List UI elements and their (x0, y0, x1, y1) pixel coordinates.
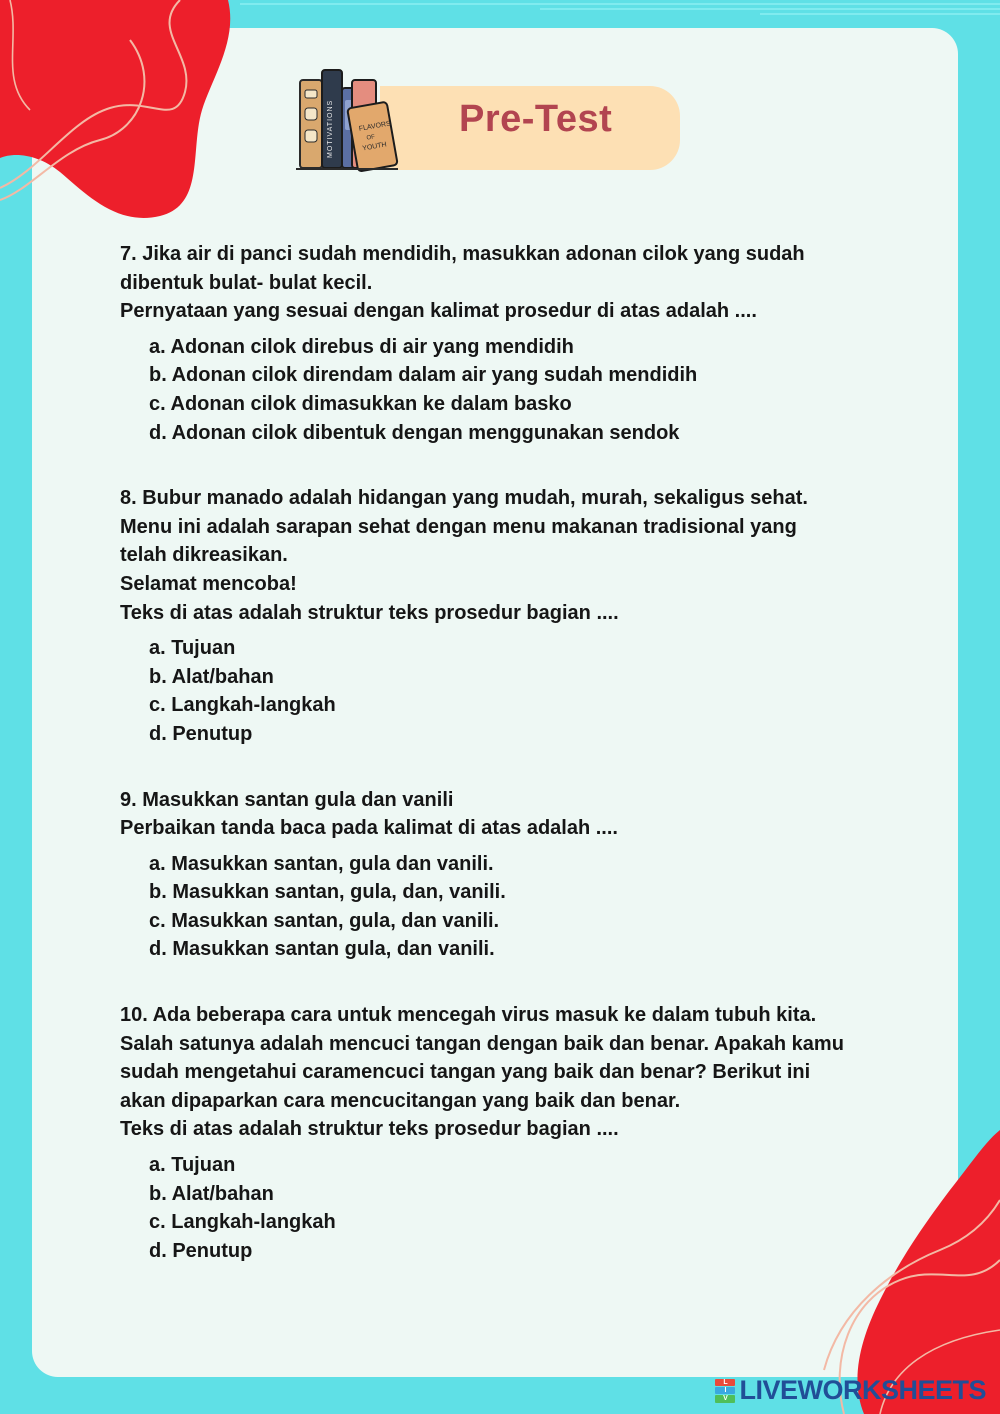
question-text-line: dibentuk bulat- bulat kecil. (120, 271, 373, 294)
answer-option-b[interactable]: b. Alat/bahan (149, 665, 274, 688)
answer-option-c[interactable]: c. Langkah-langkah (149, 694, 336, 717)
books-icon (294, 58, 404, 176)
answer-option-b[interactable]: b. Masukkan santan, gula, dan, vanili. (149, 881, 506, 904)
answer-option-d[interactable]: d. Adonan cilok dibentuk dengan menggunakan sendok (149, 421, 680, 444)
answer-option-d[interactable]: d. Penutup (149, 722, 253, 745)
answer-option-c[interactable]: c. Langkah-langkah (149, 1211, 336, 1234)
question-10 (120, 1001, 930, 1265)
answer-option-c[interactable]: c. Masukkan santan, gula, dan vanili. (149, 909, 500, 932)
svg-text:OF: OF (366, 134, 376, 142)
question-text-line: Salah satunya adalah mencuci tangan dengan baik dan benar. Apakah kamu (120, 1032, 844, 1055)
page-title: Pre-Test (459, 98, 613, 140)
question-9 (120, 786, 930, 965)
answer-option-a[interactable]: a. Adonan cilok direbus di air yang mendidih (149, 335, 574, 358)
question-8 (120, 484, 930, 748)
question-text-line: Selamat mencoba! (120, 572, 297, 595)
answer-options (149, 333, 930, 447)
answer-options (149, 634, 930, 748)
answer-options (149, 850, 930, 964)
svg-text:MOTIVATIONS: MOTIVATIONS (327, 99, 334, 158)
question-prompt: Pernyataan yang sesuai dengan kalimat prosedur di atas adalah .... (120, 300, 757, 323)
brand-name: LIVEWORKSHEETS (739, 1375, 986, 1405)
question-text-line: sudah mengetahui caramencuci tangan yang baik dan benar? Berikut ini (120, 1061, 811, 1084)
answer-option-b[interactable]: b. Adonan cilok direndam dalam air yang sudah mendidih (149, 364, 698, 387)
header (294, 58, 684, 178)
svg-text:FLAVORS: FLAVORS (358, 120, 392, 133)
question-text-line: akan dipaparkan cara mencucitangan yang baik dan benar. (120, 1089, 681, 1112)
questions-section (120, 240, 930, 1302)
answer-option-d[interactable]: d. Penutup (149, 1239, 253, 1262)
question-prompt: Perbaikan tanda baca pada kalimat di atas adalah .... (120, 817, 618, 840)
question-text-line: Menu ini adalah sarapan sehat dengan menu makanan tradisional yang (120, 515, 797, 538)
question-prompt: Teks di atas adalah struktur teks prosedur bagian .... (120, 1118, 619, 1141)
answer-option-b[interactable]: b. Alat/bahan (149, 1182, 274, 1205)
svg-text:YOUTH: YOUTH (361, 141, 388, 153)
answer-options (149, 1151, 930, 1265)
question-prompt: Teks di atas adalah struktur teks prosedur bagian .... (120, 601, 619, 624)
answer-option-a[interactable]: a. Tujuan (149, 1154, 236, 1177)
liveworksheets-brand[interactable] (715, 1375, 986, 1406)
question-7 (120, 240, 930, 447)
answer-option-d[interactable]: d. Masukkan santan gula, dan vanili. (149, 938, 495, 961)
question-text-line: 10. Ada beberapa cara untuk mencegah virus masuk ke dalam tubuh kita. (120, 1004, 817, 1027)
answer-option-a[interactable]: a. Masukkan santan, gula dan vanili. (149, 852, 494, 875)
question-text-line: 8. Bubur manado adalah hidangan yang mudah, murah, sekaligus sehat. (120, 487, 808, 510)
question-text-line: 9. Masukkan santan gula dan vanili (120, 788, 454, 811)
answer-option-a[interactable]: a. Tujuan (149, 637, 236, 660)
liveworksheets-logo-icon: L I V (715, 1379, 735, 1403)
answer-option-c[interactable]: c. Adonan cilok dimasukkan ke dalam basko (149, 392, 572, 415)
question-text-line: 7. Jika air di panci sudah mendidih, masukkan adonan cilok yang sudah (120, 243, 805, 265)
decorative-blob-top-left (0, 0, 240, 230)
question-text-line: telah dikreasikan. (120, 544, 288, 567)
